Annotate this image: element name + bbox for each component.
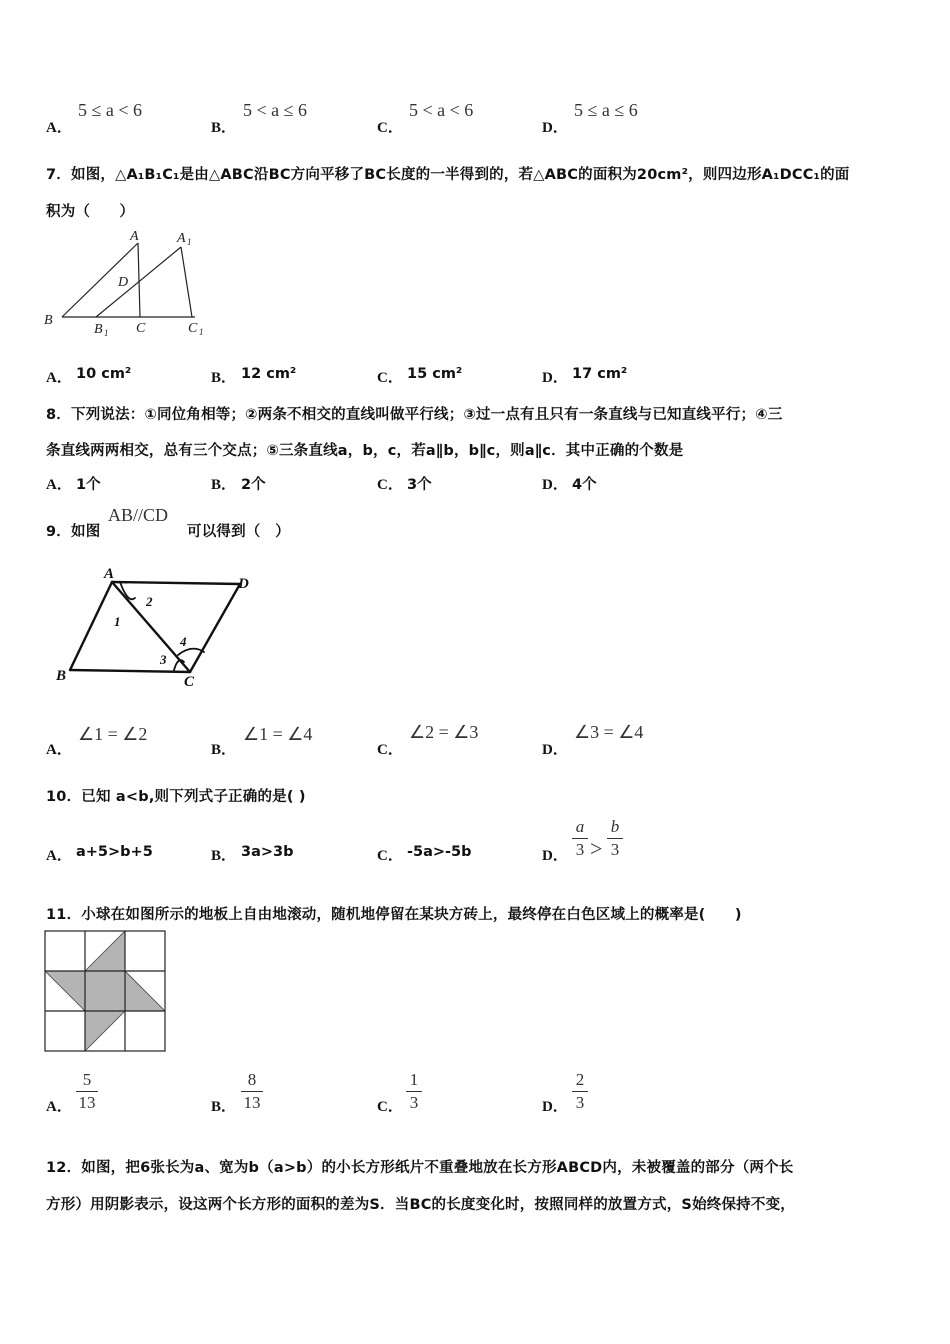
q9-stem-suffix: 可以得到（ ） (187, 524, 290, 540)
q7-stem-line1: 7．如图，△A₁B₁C₁是由△ABC沿BC方向平移了BC长度的一半得到的，若△ABC的面积为20cm²，则四边形A₁DCC₁的面 (46, 167, 850, 183)
q11-option-a-letter: A． (46, 1099, 72, 1115)
q11-option-a-num: 5 (82, 1070, 92, 1089)
q10-option-d-num-a: a (575, 817, 585, 836)
q6-option-b-letter: B． (211, 120, 237, 136)
q9-stem-expr: AB//CD (108, 505, 169, 525)
q7-option-d-letter: D． (542, 370, 568, 386)
q6-option-a-expr: 5 ≤ a < 6 (78, 100, 143, 120)
q10-option-b-letter: B． (211, 848, 237, 864)
q7-figure-translation (40, 225, 210, 340)
q11-option-c-num: 1 (409, 1070, 419, 1089)
q7-label-C: C (136, 321, 146, 336)
q7-option-b-text: 12 cm² (241, 366, 297, 382)
q9-stem-prefix: 9．如图 (46, 524, 101, 540)
q11-option-b-den: 13 (243, 1093, 261, 1112)
q7-label-D: D (118, 275, 129, 290)
q8-option-c-letter: C． (377, 477, 403, 493)
q10-option-a-letter: A． (46, 848, 72, 864)
q9-option-c-expr: ∠2 = ∠3 (409, 722, 479, 742)
q9-label-angle-1: 1 (114, 614, 121, 629)
q11-option-a-frac (76, 1070, 98, 1113)
q8-stem-line2: 条直线两两相交，总有三个交点；⑤三条直线a，b，c，若a∥b，b∥c，则a∥c．其中正确的个数是 (46, 443, 684, 459)
q8-option-b-text: 2个 (241, 477, 266, 493)
q8-option-a-text: 1个 (76, 477, 101, 493)
q10-option-d-den-b: 3 (610, 840, 620, 859)
q8-option-b-letter: B． (211, 477, 237, 493)
q12-stem-line2: 方形）用阴影表示，设这两个长方形的面积的差为S．当BC的长度变化时，按照同样的放置方式，S始终保持不变， (46, 1197, 795, 1213)
q10-option-c-letter: C． (377, 848, 403, 864)
q11-option-d-frac (572, 1070, 588, 1113)
q7-label-A1: A (177, 231, 186, 246)
q10-option-d-num-b: b (610, 817, 620, 836)
q11-option-d-letter: D． (542, 1099, 568, 1115)
q7-option-a-text: 10 cm² (76, 366, 132, 382)
q6-option-c-expr: 5 < a < 6 (409, 100, 474, 120)
q8-option-a-letter: A． (46, 477, 72, 493)
q7-option-b-letter: B． (211, 370, 237, 386)
q10-option-d-den-a: 3 (575, 840, 585, 859)
q9-option-b-letter: B． (211, 742, 237, 758)
q10-option-c-text: -5a>-5b (407, 844, 472, 860)
q9-option-d-letter: D． (542, 742, 568, 758)
q6-option-d-letter: D． (542, 120, 568, 136)
q8-option-c-text: 3个 (407, 477, 432, 493)
q9-label-C: C (184, 674, 195, 690)
q11-option-c-frac (406, 1070, 422, 1113)
q7-option-c-letter: C． (377, 370, 403, 386)
q12-stem-line1: 12．如图，把6张长为a、宽为b（a>b）的小长方形纸片不重叠地放在长方形ABCD内，未被覆盖的部分（两个长 (46, 1160, 794, 1176)
q9-label-D: D (238, 576, 249, 592)
q11-option-b-num: 8 (247, 1070, 257, 1089)
q9-label-B: B (56, 668, 67, 684)
q11-option-a-den: 13 (78, 1093, 96, 1112)
q6-option-d-expr: 5 ≤ a ≤ 6 (574, 100, 638, 120)
q7-option-c-text: 15 cm² (407, 366, 463, 382)
q11-option-b-frac (241, 1070, 263, 1113)
q7-label-B: B (44, 313, 53, 328)
q10-option-a-text: a+5>b+5 (76, 844, 153, 860)
q7-label-A1-sub: 1 (187, 237, 192, 247)
q11-option-d-den: 3 (575, 1093, 585, 1112)
q10-option-d-op: > (590, 836, 603, 861)
q7-label-C1: C (188, 321, 198, 336)
q9-option-a-expr: ∠1 = ∠2 (78, 724, 148, 744)
q6-option-a-letter: A． (46, 120, 72, 136)
q8-option-d-text: 4个 (572, 477, 597, 493)
q7-label-B1: B (94, 322, 103, 337)
q9-label-angle-3: 3 (160, 652, 167, 667)
q7-label-B1-sub: 1 (104, 328, 109, 338)
q11-option-c-den: 3 (409, 1093, 419, 1112)
q11-option-c-letter: C． (377, 1099, 403, 1115)
q6-option-b-expr: 5 < a ≤ 6 (243, 100, 308, 120)
q9-label-angle-4: 4 (180, 634, 187, 649)
q11-option-d-num: 2 (575, 1070, 585, 1089)
q8-option-d-letter: D． (542, 477, 568, 493)
q7-label-A: A (130, 229, 139, 244)
q9-label-A: A (104, 566, 115, 582)
q10-option-b-text: 3a>3b (241, 844, 294, 860)
q7-option-d-text: 17 cm² (572, 366, 628, 382)
q7-label-C1-sub: 1 (199, 327, 204, 337)
q11-figure-tile-floor (44, 930, 166, 1053)
q9-option-a-letter: A． (46, 742, 72, 758)
q11-stem: 11．小球在如图所示的地板上自由地滚动，随机地停留在某块方砖上，最终停在白色区域上的概率是( ) (46, 907, 742, 923)
q9-option-d-expr: ∠3 = ∠4 (574, 722, 644, 742)
q10-option-d-letter: D． (542, 848, 568, 864)
q9-option-c-letter: C． (377, 742, 403, 758)
q9-option-b-expr: ∠1 = ∠4 (243, 724, 313, 744)
q10-option-d-frac-b (607, 817, 623, 860)
q8-stem-line1: 8．下列说法：①同位角相等；②两条不相交的直线叫做平行线；③过一点有且只有一条直线与已知直线平行；④三 (46, 407, 783, 423)
q10-option-d-frac-a (572, 817, 588, 860)
q9-figure-parallelogram (50, 562, 260, 692)
q7-option-a-letter: A． (46, 370, 72, 386)
q10-stem: 10．已知 a<b,则下列式子正确的是( ) (46, 789, 306, 805)
q7-stem-line2: 积为（ ） (46, 204, 135, 220)
q11-option-b-letter: B． (211, 1099, 237, 1115)
q9-label-angle-2: 2 (146, 594, 153, 609)
q6-option-c-letter: C． (377, 120, 403, 136)
